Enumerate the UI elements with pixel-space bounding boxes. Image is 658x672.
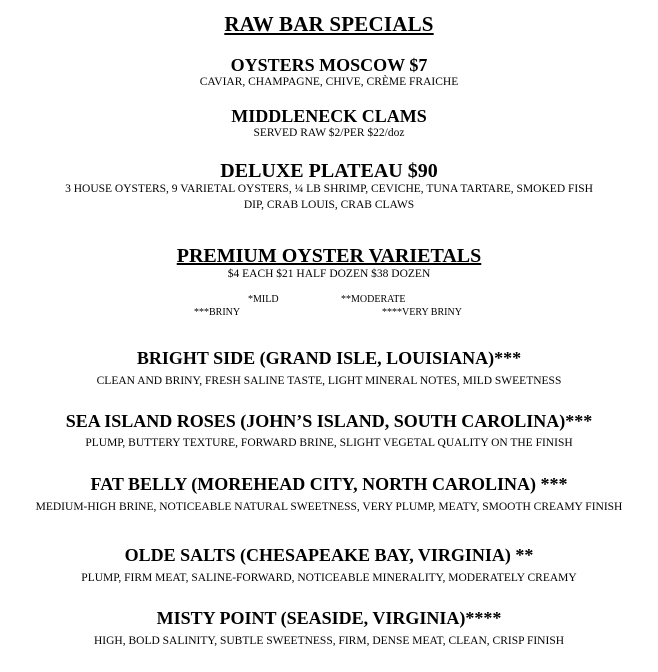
oyster-name-misty-point: MISTY POINT (SEASIDE, VIRGINIA)**** (156, 608, 502, 628)
legend-briny: ***BRINY (194, 307, 241, 318)
oyster-name-fat-belly: FAT BELLY (MOREHEAD CITY, NORTH CAROLINA) *** (90, 474, 568, 494)
oyster-description-misty-point: HIGH, BOLD SALINITY, SUBTLE SWEETNESS, FIRM, DENSE MEAT, CLEAN, CRISP FINISH (93, 635, 565, 647)
oyster-name-sea-island-roses: SEA ISLAND ROSES (JOHN’S ISLAND, SOUTH CAROLINA)*** (65, 411, 593, 431)
oyster-description-olde-salts: PLUMP, FIRM MEAT, SALINE-FORWARD, NOTICEABLE MINERALITY, MODERATELY CREAMY (81, 572, 577, 584)
menu-title: RAW BAR SPECIALS (224, 12, 434, 36)
legend-very-briny: ****VERY BRINY (382, 307, 462, 318)
special-name-deluxe-plateau: DELUXE PLATEAU $90 (220, 160, 438, 182)
oyster-name-bright-side: BRIGHT SIDE (GRAND ISLE, LOUISIANA)*** (136, 348, 522, 368)
special-description-oysters-moscow: CAVIAR, CHAMPAGNE, CHIVE, CRÈME FRAICHE (199, 76, 459, 88)
special-description-deluxe-plateau-line2: DIP, CRAB LOUIS, CRAB CLAWS (243, 199, 415, 211)
legend-mild: *MILD (248, 294, 279, 305)
varietals-title: PREMIUM OYSTER VARIETALS (176, 245, 482, 267)
special-description-deluxe-plateau-line1: 3 HOUSE OYSTERS, 9 VARIETAL OYSTERS, ¼ LB SHRIMP, CEVICHE, TUNA TARTARE, SMOKED FISH (65, 183, 593, 195)
legend-moderate: **MODERATE (341, 294, 406, 305)
oyster-name-olde-salts: OLDE SALTS (CHESAPEAKE BAY, VIRGINIA) ** (124, 545, 534, 565)
special-description-middleneck-clams: SERVED RAW $2/PER $22/doz (253, 127, 405, 139)
varietals-pricing: $4 EACH $21 HALF DOZEN $38 DOZEN (227, 268, 431, 280)
special-name-oysters-moscow: OYSTERS MOSCOW $7 (230, 55, 428, 75)
oyster-description-fat-belly: MEDIUM-HIGH BRINE, NOTICEABLE NATURAL SWEETNESS, VERY PLUMP, MEATY, SMOOTH CREAMY FINISH (35, 501, 623, 513)
oyster-description-bright-side: CLEAN AND BRINY, FRESH SALINE TASTE, LIGHT MINERAL NOTES, MILD SWEETNESS (96, 375, 562, 387)
oyster-description-sea-island-roses: PLUMP, BUTTERY TEXTURE, FORWARD BRINE, SLIGHT VEGETAL QUALITY ON THE FINISH (85, 437, 573, 449)
special-name-middleneck-clams: MIDDLENECK CLAMS (231, 106, 427, 126)
